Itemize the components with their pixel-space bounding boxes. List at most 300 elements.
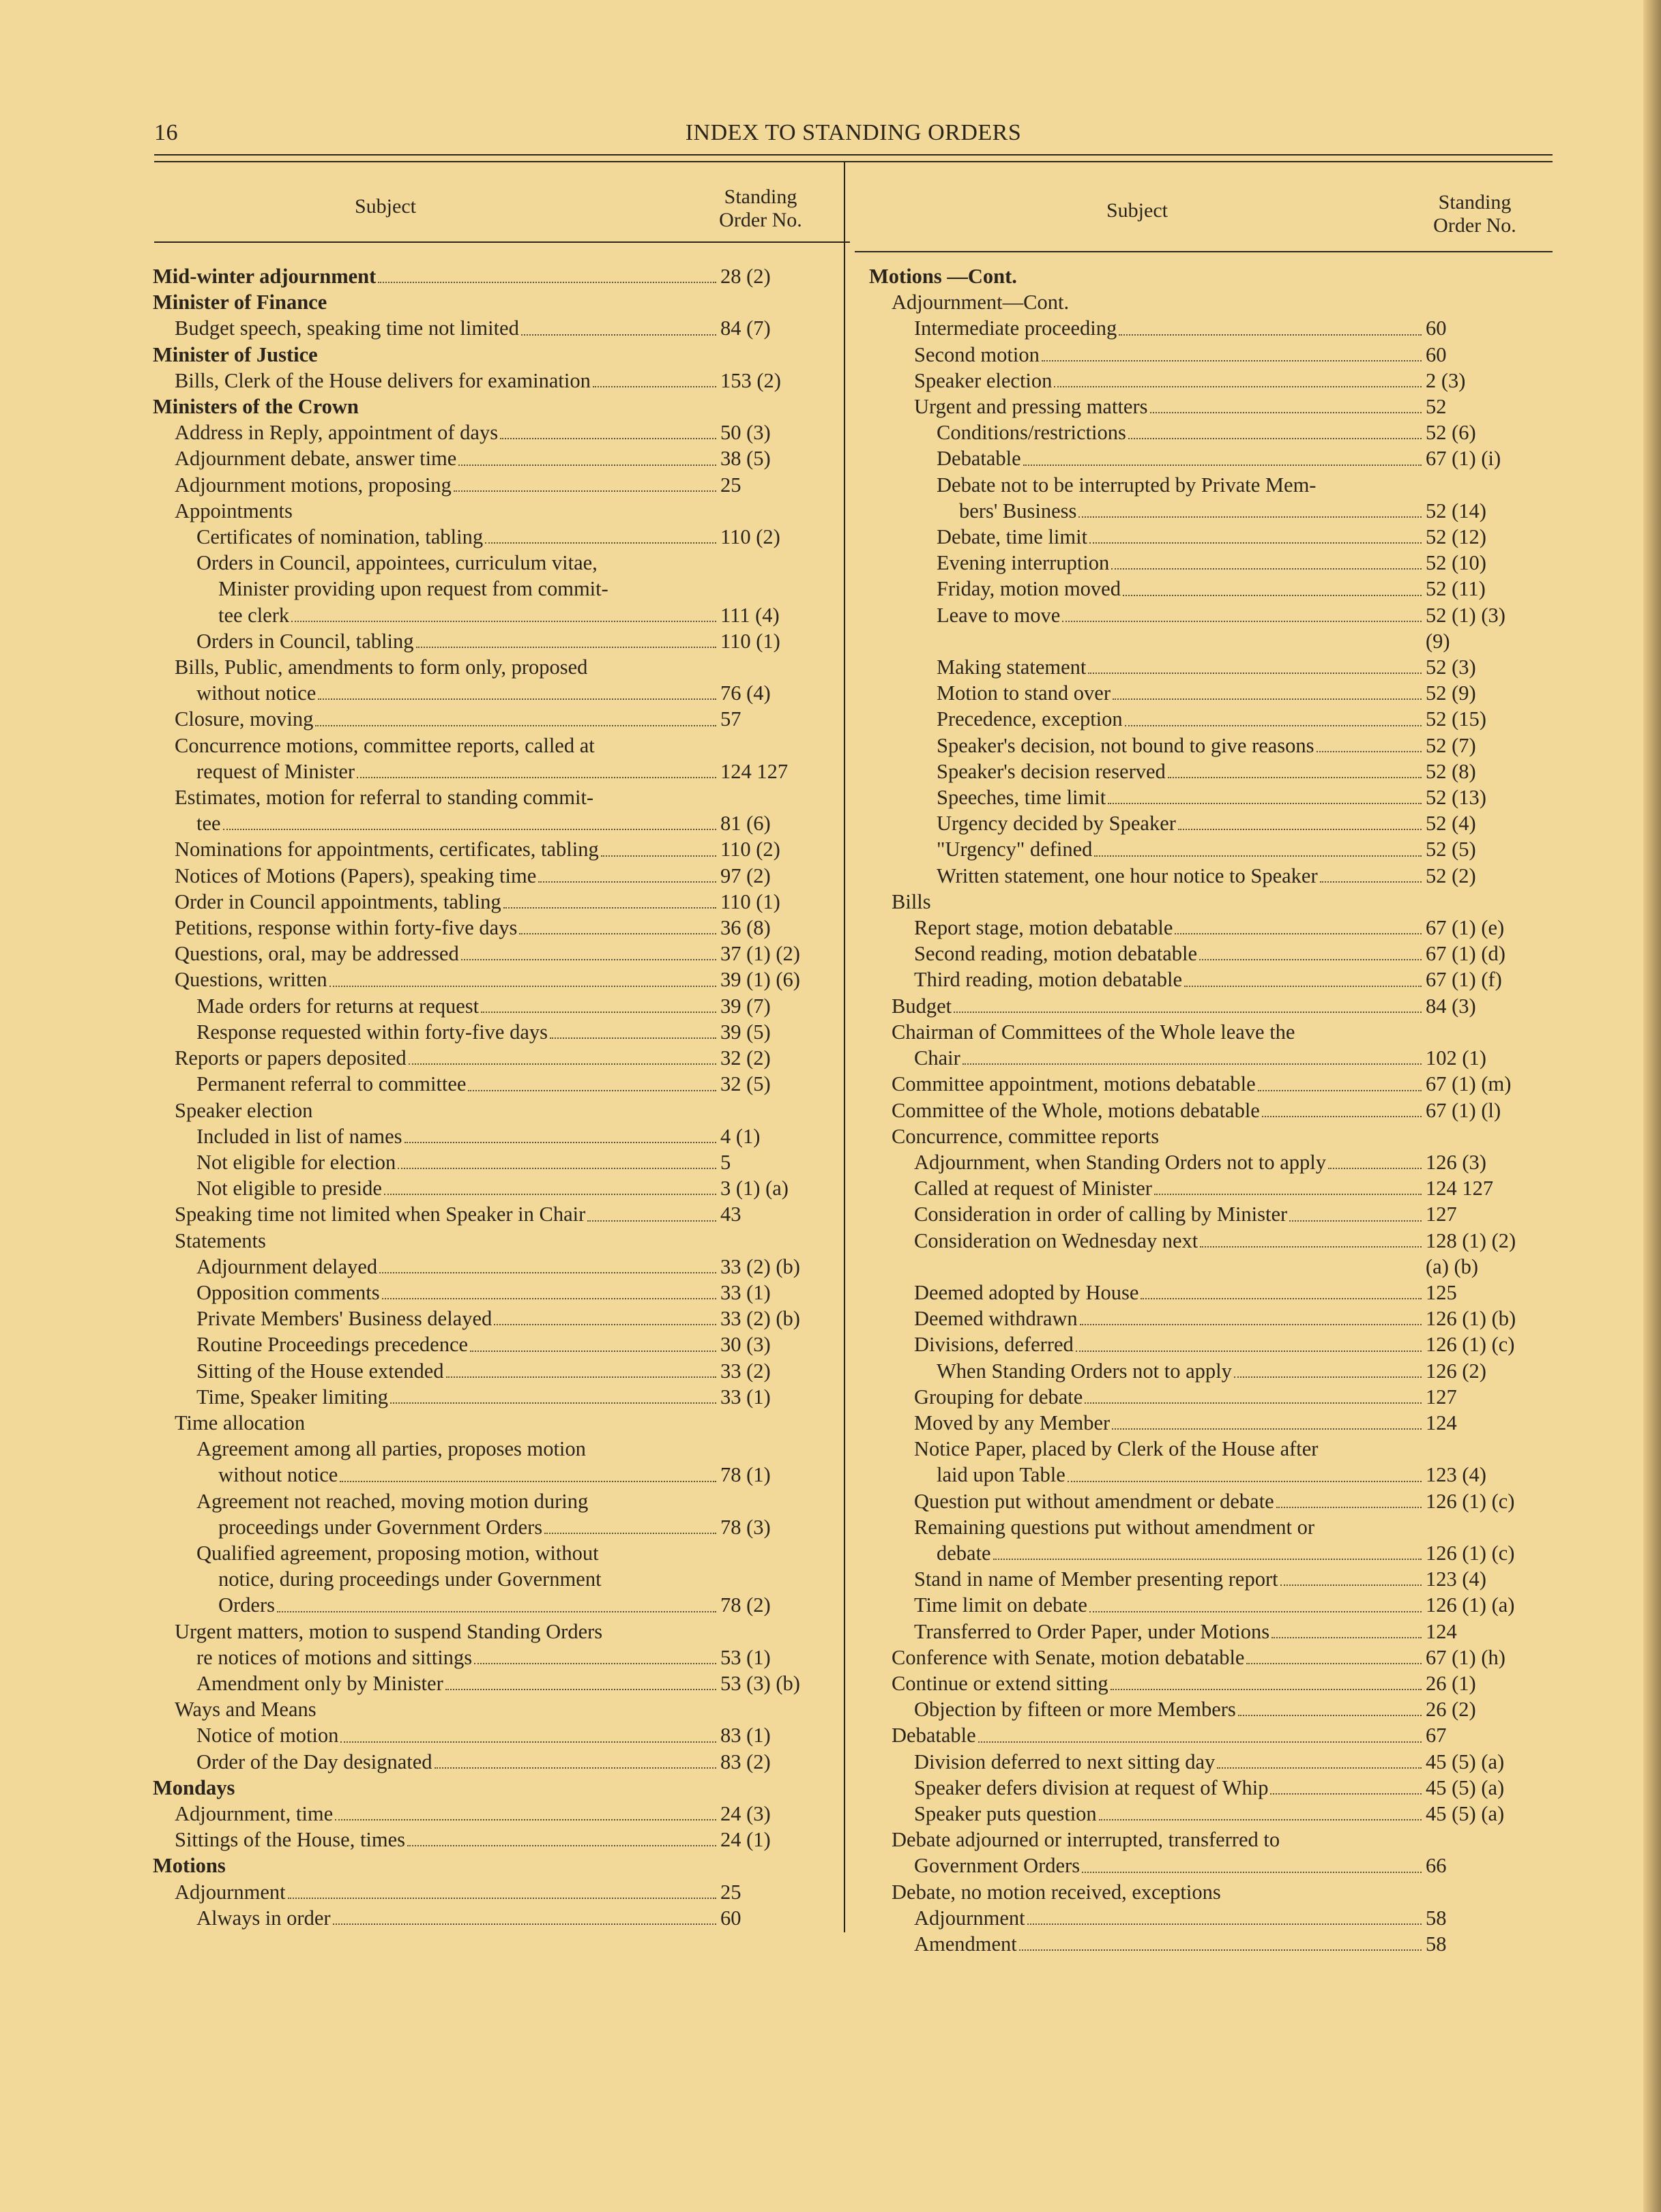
entry-subject [153,967,720,992]
dot-leader [333,1923,716,1925]
dot-leader [1175,933,1422,934]
entry-text: Order of the Day designated [196,1750,432,1773]
standing-order-ref: 32 (2) [720,1046,771,1070]
entry-subject [869,1384,1426,1410]
entry-subject [153,576,720,602]
entry-text: Opposition comments [196,1280,380,1304]
entry-text: Adjournment motions, proposing [175,473,452,497]
dot-leader [1184,986,1422,987]
index-entry [869,1696,1543,1722]
entry-subject [153,1462,720,1488]
entry-subject [869,1592,1426,1618]
entry-text: Debate adjourned or interrupted, transferred to [892,1828,1280,1852]
index-entry [869,1488,1543,1514]
left-standing-label: Standing [724,186,797,208]
index-entry [153,1019,835,1045]
standing-order-ref: 110 (1) [720,889,780,913]
entry-text: Leave to move [937,603,1061,627]
standing-order-ref: 67 (1) (l) [1426,1098,1501,1122]
entry-text: Evening interruption [937,551,1110,575]
standing-order-ref: 52 (1) (3) [1426,603,1505,627]
entry-text: Speaking time not limited when Speaker in Chair [175,1203,586,1226]
standing-order-ref: 25 [720,1880,741,1904]
entry-text: proceedings under Government Orders [218,1515,543,1539]
index-entry [153,863,835,889]
entry-text: Debatable [937,447,1021,471]
dot-leader [544,1533,716,1534]
index-entry [869,1540,1543,1566]
standing-order-ref: 52 (13) [1426,786,1486,810]
index-entry [153,1358,835,1384]
dot-leader [1094,855,1422,857]
entry-text: Friday, motion moved [937,577,1121,601]
index-entry [153,445,835,471]
dot-leader [378,282,716,283]
entry-subject [869,368,1426,394]
entry-text: Debate, no motion received, exceptions [892,1880,1221,1904]
entry-text: request of Minister [196,759,355,783]
dot-leader [1270,1793,1422,1795]
standing-order-ref: 26 (2) [1426,1698,1476,1722]
index-entry [153,342,835,368]
index-entry [153,1331,835,1357]
entry-text: Order in Council appointments, tabling [175,889,501,913]
entry-text: Mid-winter adjournment [153,265,377,288]
entry-text: notice, during proceedings under Government [218,1567,602,1591]
index-entry [153,315,835,341]
dot-leader [538,881,716,883]
entry-text: Orders [218,1593,275,1617]
dot-leader [1289,1220,1422,1222]
index-entry [869,289,1543,315]
index-entry [153,1749,835,1775]
dot-leader [1019,1949,1422,1951]
entry-text: Appointments [175,499,293,522]
standing-order-ref: 52 (8) [1426,759,1476,783]
standing-order-ref: 26 (1) [1426,1671,1476,1695]
entry-subject [153,1514,720,1540]
entry-subject [153,654,720,680]
entry-text: Notice Paper, placed by Clerk of the House after [914,1437,1319,1461]
entry-text: Motion to stand over [937,681,1111,705]
standing-order-ref: 126 (1) (b) [1426,1307,1516,1331]
dot-leader [1119,334,1422,336]
standing-order-ref: 52 (14) [1426,499,1486,522]
index-entry [153,628,835,654]
dot-leader [1027,1923,1422,1925]
entry-subject [869,1540,1426,1566]
standing-order-ref: 124 [1426,1411,1457,1434]
entry-text: Bills, Clerk of the House delivers for examination [175,368,591,392]
entry-subject [869,1722,1426,1748]
dot-leader [1111,1689,1422,1690]
index-entry [869,1749,1543,1775]
standing-order-ref: 84 (3) [1426,994,1476,1018]
entry-subject [153,445,720,471]
entry-subject [153,784,720,810]
index-entry [869,394,1543,419]
standing-order-ref: 38 (5) [720,447,771,471]
standing-order-ref: 3 (1) (a) [720,1177,789,1200]
entry-subject [153,1280,720,1306]
standing-order-ref: 52 (6) [1426,421,1476,445]
index-entry [869,1019,1543,1045]
dot-leader [1178,829,1422,830]
index-entry [869,628,1543,654]
index-entry [869,733,1543,758]
entry-subject [153,993,720,1019]
dot-leader [474,1663,716,1664]
entry-subject [153,1306,720,1331]
entry-subject [153,1410,720,1436]
index-entry [153,1045,835,1071]
entry-text: Mondays [153,1775,235,1799]
standing-order-ref: 67 (1) (e) [1426,916,1505,940]
dot-leader [1080,1324,1422,1325]
entry-text: Stand in name of Member presenting report [914,1567,1278,1591]
dot-leader [1272,1637,1422,1638]
entry-text: Second reading, motion debatable [914,942,1198,966]
dot-leader [446,1376,716,1378]
entry-subject [153,394,720,419]
dot-leader [519,933,716,934]
standing-order-ref: 45 (5) (a) [1426,1775,1505,1799]
index-entry [153,654,835,680]
index-entry [153,1436,835,1462]
standing-order-ref: 67 (1) (d) [1426,942,1505,966]
dot-leader [470,1351,716,1352]
standing-order-ref: 33 (1) [720,1385,771,1409]
index-entry [869,1149,1543,1175]
dot-leader [1089,542,1422,544]
standing-order-ref: 124 [1426,1619,1457,1643]
standing-order-ref: 84 (7) [720,316,771,340]
dot-leader [1054,386,1422,387]
column-divider [844,161,845,1932]
dot-leader [340,1481,716,1482]
index-entry [869,1592,1543,1618]
standing-order-ref: 36 (8) [720,916,771,940]
standing-order-ref: 52 (12) [1426,525,1486,549]
entry-text: Closure, moving [175,707,314,731]
index-entry [153,758,835,784]
dot-leader [521,334,716,336]
standing-order-ref: 24 (1) [720,1828,771,1852]
standing-order-ref: 78 (3) [720,1515,771,1539]
standing-order-ref: 153 (2) [720,368,781,392]
standing-order-ref: 58 [1426,1932,1447,1956]
entry-text: Urgent and pressing matters [914,395,1148,419]
entry-subject [869,419,1426,445]
dot-leader [340,1741,716,1743]
dot-leader [1262,1116,1422,1117]
dot-leader [1141,1298,1422,1299]
entry-subject [869,915,1426,941]
entry-subject [869,263,1426,289]
entry-text: Address in Reply, appointment of days [175,421,499,445]
index-entry [153,1775,835,1801]
index-entry [869,784,1543,810]
entry-subject [153,602,720,628]
index-entry [869,863,1543,889]
entry-subject [153,889,720,915]
standing-order-ref: 53 (3) (b) [720,1671,800,1695]
standing-order-ref: 60 [1426,342,1447,366]
entry-text: Questions, oral, may be addressed [175,942,459,966]
index-entry [153,1905,835,1931]
index-entry [153,472,835,498]
index-entry [153,1462,835,1488]
right-order-no-label: Order No. [1433,214,1516,237]
entry-text: Debate not to be interrupted by Private Mem- [937,473,1317,497]
index-entry [869,1905,1543,1931]
entry-text: Debatable [892,1724,976,1748]
dot-leader [1068,1481,1422,1482]
entry-text: Agreement among all parties, proposes motion [196,1437,586,1461]
index-entry [153,733,835,758]
entry-text: Committee of the Whole, motions debatable [892,1098,1260,1122]
dot-leader [357,777,716,778]
standing-order-ref: 52 (5) [1426,838,1476,861]
dot-leader [1238,1715,1422,1716]
entry-text: Urgency decided by Speaker [937,812,1176,836]
index-entry [869,419,1543,445]
entry-text: Orders in Council, appointees, curriculum vitae, [196,551,598,575]
entry-subject [869,1488,1426,1514]
entry-subject [869,1566,1426,1592]
entry-subject [153,1384,720,1410]
index-entry [153,1254,835,1280]
entry-subject [869,524,1426,550]
index-entry [869,1228,1543,1254]
entry-text: Conditions/restrictions [937,421,1126,445]
dot-leader [1108,803,1422,804]
entry-text: Ministers of the Crown [153,395,359,419]
index-entry [869,967,1543,992]
index-entry [153,289,835,315]
index-entry [153,1514,835,1540]
entry-subject [869,1306,1426,1331]
standing-order-ref: 45 (5) (a) [1426,1750,1505,1773]
entry-subject [153,289,720,315]
standing-order-ref: 127 [1426,1203,1457,1226]
entry-subject [869,576,1426,602]
standing-order-ref: 30 (3) [720,1333,771,1357]
dot-leader [1125,725,1422,726]
left-subject-header: Subject [355,195,416,218]
standing-order-ref: 33 (1) [720,1280,771,1304]
entry-subject [153,1905,720,1931]
entry-subject [869,1462,1426,1488]
entry-text: Report stage, motion debatable [914,916,1173,940]
index-entry [869,654,1543,680]
entry-subject [153,1540,720,1566]
entry-text: Sitting of the House extended [196,1359,444,1383]
entry-text: re notices of motions and sittings [196,1645,473,1669]
entry-text: Continue or extend sitting [892,1671,1108,1695]
standing-order-ref: 67 (1) (h) [1426,1645,1505,1669]
index-entry [153,1097,835,1123]
entry-text: Called at request of Minister [914,1177,1152,1200]
entry-subject [153,1670,720,1696]
standing-order-ref: 52 (3) [1426,655,1476,679]
standing-order-ref: 33 (2) (b) [720,1307,800,1331]
entry-subject [153,1879,720,1905]
index-entry [153,1592,835,1618]
dot-leader [223,829,716,830]
index-entry [869,680,1543,706]
entry-text: Speaker's decision, not bound to give reasons [937,733,1314,757]
index-entry [869,810,1543,836]
entry-text: Intermediate proceeding [914,316,1117,340]
entry-subject [869,472,1426,498]
entry-text: Consideration in order of calling by Minister [914,1203,1288,1226]
entry-text: Grouping for debate [914,1385,1083,1409]
entry-text: Qualified agreement, proposing motion, without [196,1541,599,1565]
dot-leader [1320,881,1422,883]
dot-leader [1317,751,1422,752]
entry-text: Motions [153,1854,226,1878]
dot-leader [1085,1402,1422,1404]
entry-text: Permanent referral to committee [196,1072,467,1096]
entry-text: Divisions, deferred [914,1333,1074,1357]
entry-subject [869,1853,1426,1878]
standing-order-ref: 33 (2) [720,1359,771,1383]
dot-leader [503,907,716,909]
entry-text: Certificates of nomination, tabling [196,525,484,549]
dot-leader [1076,1351,1422,1352]
header-rule-top [154,154,1553,156]
index-entry [153,368,835,394]
dot-leader [500,438,716,439]
entry-subject [869,1410,1426,1436]
dot-leader [1111,568,1422,570]
dot-leader [1112,1428,1422,1430]
entry-subject [153,1201,720,1227]
dot-leader [315,725,716,726]
entry-subject [153,1149,720,1175]
index-entry [869,445,1543,471]
index-entry [869,1462,1543,1488]
index-entry [153,419,835,445]
dot-leader [1123,595,1422,596]
dot-leader [407,1845,716,1846]
index-entry [153,1566,835,1592]
dot-leader [1089,1611,1422,1612]
index-entry [153,1696,835,1722]
entry-text: Chairman of Committees of the Whole leave the [892,1020,1295,1044]
entry-text: Deemed adopted by House [914,1280,1139,1304]
index-entry [869,993,1543,1019]
index-entry [869,941,1543,967]
entry-text: bers' Business [959,499,1077,522]
index-entry [153,1619,835,1645]
entry-subject [153,941,720,967]
index-entry [153,967,835,992]
entry-subject [153,1749,720,1775]
index-entry [869,1853,1543,1878]
entry-subject [869,1827,1426,1853]
dot-leader [1276,1507,1422,1508]
entry-text: Adjournment debate, answer time [175,447,457,471]
entry-text: Remaining questions put without amendment or [914,1515,1315,1539]
entry-subject [869,1019,1426,1045]
standing-order-ref: 128 (1) (2) [1426,1228,1516,1252]
entry-subject [153,1254,720,1280]
standing-order-ref: 52 (4) [1426,812,1476,836]
dot-leader [1113,698,1422,700]
index-entry [153,1827,835,1853]
entry-subject [869,498,1426,524]
entry-text: Response requested within forty-five days [196,1020,548,1044]
index-entry [153,1306,835,1331]
index-entry [153,524,835,550]
entry-subject [869,1280,1426,1306]
entry-text: Included in list of names [196,1124,402,1148]
entry-subject [153,524,720,550]
index-entry [153,1123,835,1149]
entry-text: Objection by fifteen or more Members [914,1698,1236,1722]
entry-text: Concurrence, committee reports [892,1124,1160,1148]
entry-subject [153,263,720,289]
standing-order-ref: 125 [1426,1280,1457,1304]
entry-text: Chair [914,1046,960,1070]
index-entry [869,1879,1543,1905]
dot-leader [1200,1246,1422,1248]
standing-order-ref: 60 [1426,316,1447,340]
dot-leader [1280,1584,1422,1586]
entry-subject [869,941,1426,967]
dot-leader [593,386,716,387]
entry-text: Adjournment delayed [196,1254,378,1278]
index-entry [869,576,1543,602]
index-entry [153,1175,835,1201]
standing-order-ref: 67 (1) (m) [1426,1072,1512,1096]
dot-leader [329,986,716,987]
entry-subject [153,628,720,654]
entry-text: Budget speech, speaking time not limited [175,316,519,340]
index-entry [869,1045,1543,1071]
dot-leader [1217,1767,1422,1769]
entry-subject [869,1879,1426,1905]
index-entry [153,941,835,967]
standing-order-ref: 123 (4) [1426,1567,1486,1591]
entry-text: Reports or papers deposited [175,1046,407,1070]
entry-text: Speaker election [175,1098,313,1122]
dot-leader [962,1063,1422,1065]
entry-text: Amendment only by Minister [196,1671,443,1695]
entry-subject [153,550,720,576]
standing-order-ref: 83 (1) [720,1724,771,1748]
entry-subject [153,758,720,784]
entry-subject [153,1592,720,1618]
dot-leader [435,1767,716,1769]
entry-text: Adjournment, time [175,1801,334,1825]
entry-subject [869,758,1426,784]
right-standing-label: Standing [1438,191,1512,213]
standing-order-ref: 50 (3) [720,421,771,445]
entry-subject [153,1722,720,1748]
index-entry [153,784,835,810]
entry-text: Third reading, motion debatable [914,968,1182,992]
entry-subject [869,1436,1426,1462]
standing-order-ref: 97 (2) [720,864,771,887]
dot-leader [601,855,716,857]
dot-leader [1078,516,1422,518]
dot-leader [1150,412,1422,413]
standing-order-ref: 52 [1426,395,1447,419]
index-entry [153,394,835,419]
